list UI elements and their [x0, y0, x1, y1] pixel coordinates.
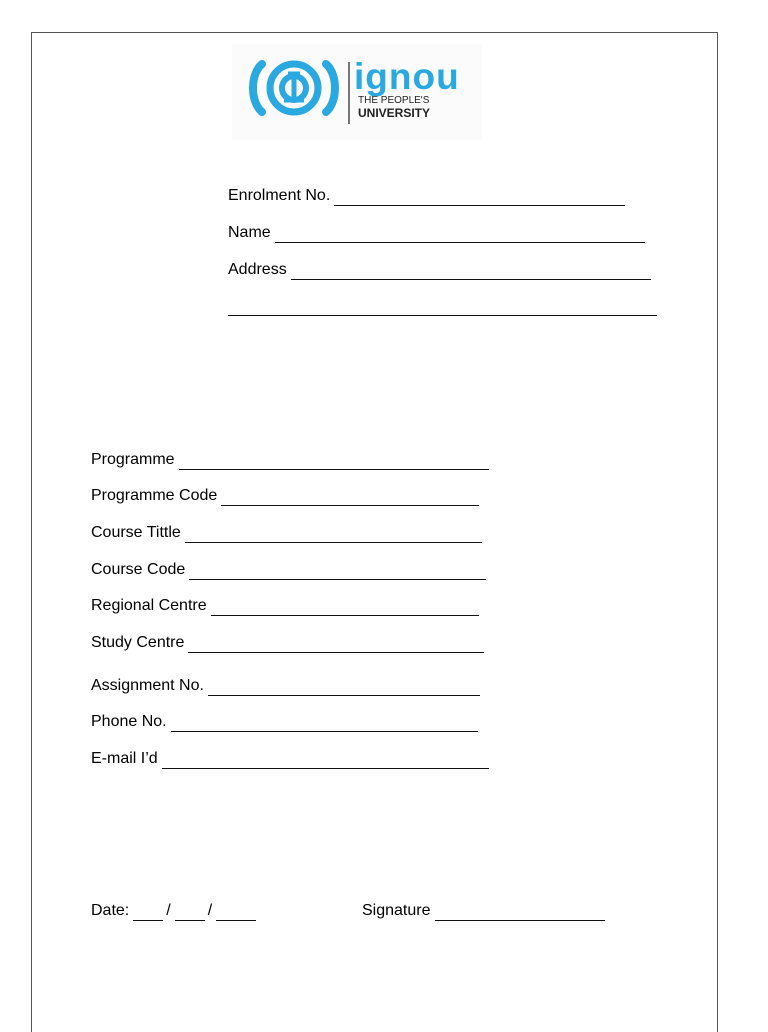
- study-centre-label: Study Centre: [91, 634, 185, 651]
- course-title-label: Course Tittle: [91, 524, 181, 541]
- name-field: [228, 223, 645, 243]
- enrolment-input-line[interactable]: [334, 189, 625, 206]
- logo-tagline-university: UNIVERSITY: [358, 106, 431, 120]
- signature-line[interactable]: [435, 904, 605, 921]
- name-input-line[interactable]: [275, 226, 645, 243]
- programme-field: [91, 450, 489, 470]
- programme-code-field: [91, 486, 479, 506]
- date-field: [91, 901, 256, 921]
- ignou-emblem-icon: [244, 52, 344, 124]
- assignment-no-field: [91, 676, 480, 696]
- course-code-input-line[interactable]: [189, 563, 486, 580]
- name-label: Name: [228, 224, 271, 241]
- date-label: Date:: [91, 902, 130, 919]
- course-title-field: [91, 523, 482, 543]
- course-code-label: Course Code: [91, 561, 186, 578]
- regional-centre-label: Regional Centre: [91, 597, 207, 614]
- assignment-no-label: Assignment No.: [91, 677, 204, 694]
- programme-code-label: Programme Code: [91, 487, 218, 504]
- programme-label: Programme: [91, 451, 175, 468]
- date-year-line[interactable]: [216, 904, 256, 921]
- email-input-line[interactable]: [162, 752, 489, 769]
- signature-label: Signature: [362, 902, 431, 919]
- regional-centre-field: [91, 596, 479, 616]
- ignou-logo: [232, 44, 482, 140]
- course-title-input-line[interactable]: [185, 526, 482, 543]
- programme-input-line[interactable]: [179, 453, 489, 470]
- assignment-no-input-line[interactable]: [208, 679, 480, 696]
- logo-tagline: THE PEOPLE'S: [358, 95, 430, 106]
- address-label: Address: [228, 261, 287, 278]
- phone-no-input-line[interactable]: [171, 715, 478, 732]
- study-centre-field: [91, 633, 484, 653]
- email-field: [91, 749, 489, 769]
- enrolment-label: Enrolment No.: [228, 187, 331, 204]
- address-input-line-2[interactable]: [228, 314, 657, 316]
- email-label: E-mail I’d: [91, 750, 158, 767]
- logo-divider: [348, 62, 350, 124]
- date-separator: /: [207, 902, 213, 919]
- regional-centre-input-line[interactable]: [211, 599, 479, 616]
- address-input-line[interactable]: [291, 263, 651, 280]
- signature-field: [362, 901, 605, 921]
- phone-no-label: Phone No.: [91, 713, 167, 730]
- logo-wordmark: ignou: [354, 56, 460, 97]
- date-month-line[interactable]: [175, 904, 205, 921]
- date-day-line[interactable]: [133, 904, 163, 921]
- study-centre-input-line[interactable]: [188, 636, 484, 653]
- date-separator: /: [166, 902, 171, 919]
- programme-code-input-line[interactable]: [221, 489, 479, 506]
- course-code-field: [91, 560, 486, 580]
- address-field: [228, 260, 651, 280]
- enrolment-field: [228, 186, 625, 206]
- phone-no-field: [91, 712, 478, 732]
